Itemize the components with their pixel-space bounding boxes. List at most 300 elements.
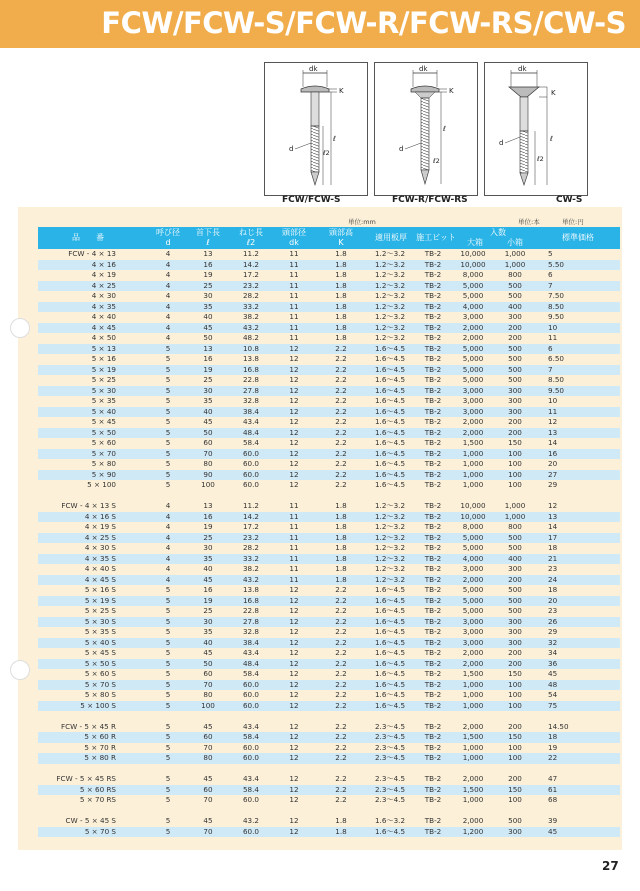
cell-small: 150: [508, 438, 522, 447]
cell-large: 1,000: [462, 679, 484, 689]
cell-bit: TB-2: [424, 333, 442, 342]
header-plate-thickness: 適用板厚: [375, 233, 407, 242]
cell-l2: 60.0: [242, 459, 259, 468]
cell-k: 1.8: [335, 280, 347, 290]
cell-small: 300: [508, 637, 522, 647]
cell-name: 5 × 80: [91, 459, 116, 468]
cell-bit: TB-2: [424, 816, 442, 825]
cell-dk: 12: [289, 700, 299, 710]
cell-d: 5: [165, 343, 171, 353]
cell-dk: 11: [289, 259, 299, 269]
cell-l2: 14.2: [242, 511, 259, 521]
cell-d: 5: [165, 637, 171, 647]
cell-name: 4 × 25: [91, 280, 116, 290]
cell-bit: TB-2: [424, 406, 442, 416]
cell-l2: 27.8: [242, 385, 259, 395]
cell-large: 5,000: [462, 354, 484, 363]
cell-d: 5: [165, 690, 171, 699]
cell-dk: 11: [289, 553, 299, 563]
cell-l: 60: [203, 438, 213, 447]
cell-l: 60: [203, 784, 213, 794]
cell-l2: 22.8: [242, 375, 259, 384]
cell-large: 2,000: [462, 333, 484, 342]
cell-plate: 1.2～3.2: [374, 553, 406, 563]
cell-small: 300: [508, 616, 522, 626]
cell-small: 500: [508, 364, 522, 374]
cell-k: 2.2: [335, 795, 347, 804]
cell-bit: TB-2: [424, 417, 442, 426]
cell-large: 2,000: [462, 721, 484, 731]
cell-small: 150: [508, 784, 522, 794]
cell-dk: 11: [289, 280, 299, 290]
cell-name: 5 × 60 R: [84, 732, 116, 741]
cell-l2: 48.2: [242, 333, 259, 342]
cell-price: 8.50: [548, 301, 565, 311]
cell-k: 2.2: [335, 784, 347, 794]
cell-d: 5: [165, 448, 171, 458]
cell-large: 3,000: [462, 312, 484, 321]
cell-k: 1.8: [335, 312, 347, 321]
cell-k: 2.2: [335, 679, 347, 689]
cell-k: 2.2: [335, 721, 347, 731]
cell-l: 45: [203, 774, 213, 783]
cell-price: 39: [548, 816, 558, 825]
cell-dk: 11: [289, 501, 299, 510]
cell-name: 5 × 60 RS: [79, 784, 116, 794]
cell-bit: TB-2: [424, 459, 442, 468]
cell-k: 1.8: [335, 564, 347, 573]
table-row: [38, 774, 620, 785]
cell-k: 2.2: [335, 364, 347, 374]
cell-bit: TB-2: [424, 553, 442, 563]
cell-plate: 1.2～3.2: [374, 543, 406, 552]
cell-large: 10,000: [460, 511, 486, 521]
cell-price: 8.50: [548, 375, 565, 384]
cell-plate: 2.3～4.5: [374, 774, 406, 783]
cell-l2: 60.0: [242, 448, 259, 458]
cell-bit: TB-2: [424, 700, 442, 710]
cell-large: 2,000: [462, 774, 484, 783]
cell-k: 1.8: [335, 333, 347, 342]
cell-k: 2.2: [335, 480, 347, 489]
cell-large: 4,000: [462, 553, 484, 563]
cell-price: 18: [548, 543, 558, 552]
cell-k: 2.2: [335, 459, 347, 468]
table-row: [38, 354, 620, 365]
cell-l: 35: [203, 627, 213, 636]
cell-d: 5: [165, 816, 171, 825]
cell-price: 34: [548, 648, 558, 657]
cell-small: 800: [508, 270, 522, 279]
cell-l: 45: [203, 417, 213, 426]
cell-plate: 1.2～3.2: [374, 522, 406, 531]
cell-l2: 33.2: [242, 553, 259, 563]
cell-l: 100: [201, 700, 215, 710]
cell-price: 11: [548, 333, 558, 342]
cell-l2: 27.8: [242, 616, 259, 626]
cell-d: 4: [165, 259, 171, 269]
cell-small: 100: [508, 459, 522, 468]
cell-k: 2.2: [335, 648, 347, 657]
cell-price: 7: [548, 280, 553, 290]
table-row: [38, 554, 620, 565]
table-row: [38, 543, 620, 554]
cell-name: 5 × 70 RS: [79, 795, 116, 804]
cell-plate: 1.6～4.5: [374, 616, 406, 626]
cell-large: 3,000: [462, 637, 484, 647]
cell-small: 400: [508, 553, 522, 563]
cell-k: 2.2: [335, 669, 347, 678]
header-quantity-small: 小箱: [507, 238, 523, 247]
table-row: [38, 249, 620, 260]
cell-price: 48: [548, 679, 558, 689]
cell-dk: 12: [289, 469, 299, 479]
figure-caption-fcw-r: FCW-R/FCW-RS: [392, 195, 468, 205]
table-row: [38, 690, 620, 701]
cell-l2: 28.2: [242, 543, 259, 552]
cell-dk: 12: [289, 406, 299, 416]
cell-plate: 1.2～3.2: [374, 322, 406, 332]
cell-d: 5: [165, 826, 171, 836]
cell-dk: 11: [289, 249, 299, 258]
cell-dk: 12: [289, 774, 299, 783]
cell-price: 23: [548, 564, 558, 573]
cell-small: 150: [508, 669, 522, 678]
cell-name: 4 × 25 S: [84, 532, 116, 542]
cell-plate: 1.2～3.2: [374, 333, 406, 342]
table-row: [38, 575, 620, 586]
cell-name: 4 × 16: [91, 259, 116, 269]
cell-bit: TB-2: [424, 385, 442, 395]
cell-small: 100: [508, 679, 522, 689]
spec-table-body: [38, 249, 620, 837]
cell-price: 45: [548, 826, 558, 836]
cell-small: 200: [508, 427, 522, 437]
cell-small: 500: [508, 291, 522, 300]
cell-l: 60: [203, 669, 213, 678]
cell-d: 4: [165, 270, 171, 279]
cell-l: 50: [203, 658, 213, 668]
cell-price: 54: [548, 690, 558, 699]
cell-l2: 32.8: [242, 396, 259, 405]
cell-name: 5 × 40 S: [84, 637, 116, 647]
cell-l2: 60.0: [242, 469, 259, 479]
cell-l2: 58.4: [242, 669, 259, 678]
cell-dk: 12: [289, 343, 299, 353]
cell-large: 3,000: [462, 627, 484, 636]
cell-l2: 14.2: [242, 259, 259, 269]
cell-bit: TB-2: [424, 690, 442, 699]
cell-price: 20: [548, 595, 558, 605]
cell-price: 22: [548, 753, 558, 762]
cell-l2: 17.2: [242, 270, 259, 279]
cell-l: 40: [203, 312, 213, 321]
header-quantity: 入数: [490, 228, 506, 237]
cell-small: 100: [508, 469, 522, 479]
cell-name: 5 × 80 R: [84, 753, 116, 762]
cell-bit: TB-2: [424, 301, 442, 311]
cell-l: 45: [203, 816, 213, 825]
cell-plate: 2.3～4.5: [374, 753, 406, 762]
cell-large: 1,500: [462, 784, 484, 794]
cell-plate: 1.6～4.5: [374, 385, 406, 395]
cell-price: 12: [548, 501, 558, 510]
cell-price: 7.50: [548, 291, 565, 300]
cell-bit: TB-2: [424, 259, 442, 269]
cell-bit: TB-2: [424, 280, 442, 290]
cell-k: 1.8: [335, 532, 347, 542]
cell-d: 5: [165, 354, 171, 363]
unit-mm: 単位:mm: [348, 218, 376, 226]
cell-l: 16: [203, 511, 213, 521]
cell-plate: 1.6～4.5: [374, 606, 406, 615]
cell-bit: TB-2: [424, 501, 442, 510]
cell-large: 5,000: [462, 606, 484, 615]
cell-d: 5: [165, 732, 171, 741]
cell-bit: TB-2: [424, 784, 442, 794]
table-row: [38, 501, 620, 512]
cell-small: 500: [508, 280, 522, 290]
cell-bit: TB-2: [424, 343, 442, 353]
cell-small: 300: [508, 406, 522, 416]
cell-k: 2.2: [335, 595, 347, 605]
cell-k: 2.2: [335, 375, 347, 384]
cell-price: 7: [548, 364, 553, 374]
cell-k: 1.8: [335, 543, 347, 552]
cell-k: 2.2: [335, 732, 347, 741]
cell-price: 11: [548, 406, 558, 416]
cell-dk: 12: [289, 721, 299, 731]
cell-plate: 2.3～4.5: [374, 742, 406, 752]
cell-small: 1,000: [504, 511, 526, 521]
cell-l: 70: [203, 679, 213, 689]
cell-d: 5: [165, 627, 171, 636]
cell-large: 5,000: [462, 375, 484, 384]
cell-k: 2.2: [335, 469, 347, 479]
cell-bit: TB-2: [424, 291, 442, 300]
cell-plate: 1.6～4.5: [374, 690, 406, 699]
cell-d: 5: [165, 700, 171, 710]
cell-k: 1.8: [335, 270, 347, 279]
unit-yen: 単位:円: [562, 218, 584, 226]
cell-k: 2.2: [335, 753, 347, 762]
cell-dk: 12: [289, 459, 299, 468]
cell-plate: 1.6～4.5: [374, 396, 406, 405]
cell-plate: 1.6～4.5: [374, 375, 406, 384]
cell-l: 80: [203, 459, 213, 468]
cell-plate: 1.2～3.2: [374, 532, 406, 542]
cell-d: 4: [165, 501, 171, 510]
cell-dk: 12: [289, 606, 299, 615]
table-row: [38, 438, 620, 449]
cell-plate: 1.2～3.2: [374, 259, 406, 269]
cell-dk: 12: [289, 585, 299, 594]
table-row: [38, 795, 620, 806]
cell-large: 2,000: [462, 574, 484, 584]
cell-name: 5 × 30: [91, 385, 116, 395]
label-l: ℓ: [333, 135, 336, 143]
cell-l2: 16.8: [242, 364, 259, 374]
cell-l: 25: [203, 532, 213, 542]
cell-d: 5: [165, 406, 171, 416]
cell-k: 2.2: [335, 742, 347, 752]
cell-name: 5 × 19 S: [84, 595, 116, 605]
cell-name: 5 × 90: [91, 469, 116, 479]
cell-small: 200: [508, 648, 522, 657]
cell-small: 500: [508, 606, 522, 615]
table-row: [38, 743, 620, 754]
cell-small: 500: [508, 816, 522, 825]
cell-l2: 48.4: [242, 427, 259, 437]
cell-l: 60: [203, 732, 213, 741]
cell-name: 5 × 70 R: [84, 742, 116, 752]
figure-caption-cw-s: CW-S: [556, 195, 583, 205]
table-row: [38, 333, 620, 344]
cell-price: 68: [548, 795, 558, 804]
cell-large: 10,000: [460, 501, 486, 510]
cell-large: 4,000: [462, 301, 484, 311]
table-row: [38, 617, 620, 628]
cell-bit: TB-2: [424, 637, 442, 647]
cell-l2: 17.2: [242, 522, 259, 531]
cell-k: 2.2: [335, 396, 347, 405]
label-l2: ℓ2: [323, 149, 330, 157]
cell-d: 5: [165, 375, 171, 384]
cell-bit: TB-2: [424, 354, 442, 363]
cell-k: 1.8: [335, 249, 347, 258]
cell-large: 5,000: [462, 364, 484, 374]
table-spacer: [38, 711, 620, 722]
cell-large: 8,000: [462, 270, 484, 279]
cell-d: 4: [165, 553, 171, 563]
cell-name: 4 × 40: [91, 312, 116, 321]
cell-plate: 1.6～4.5: [374, 595, 406, 605]
cell-l2: 60.0: [242, 753, 259, 762]
header-bit: 施工ビット: [416, 233, 456, 242]
cell-plate: 1.2～3.2: [374, 564, 406, 573]
cell-large: 1,200: [462, 826, 484, 836]
cell-plate: 2.3～4.5: [374, 795, 406, 804]
cell-name: 5 × 70 S: [84, 826, 116, 836]
label-d: d: [289, 145, 294, 153]
cell-small: 500: [508, 585, 522, 594]
table-row: [38, 753, 620, 764]
cell-l2: 58.4: [242, 732, 259, 741]
cell-d: 5: [165, 721, 171, 731]
cell-bit: TB-2: [424, 322, 442, 332]
table-row: [38, 417, 620, 428]
cell-small: 500: [508, 532, 522, 542]
cell-small: 200: [508, 333, 522, 342]
cell-l: 45: [203, 574, 213, 584]
cell-price: 19: [548, 742, 558, 752]
cell-large: 5,000: [462, 343, 484, 353]
cell-dk: 12: [289, 396, 299, 405]
cell-bit: TB-2: [424, 627, 442, 636]
cell-dk: 12: [289, 637, 299, 647]
cell-l2: 23.2: [242, 532, 259, 542]
cell-dk: 12: [289, 364, 299, 374]
cell-plate: 2.3～4.5: [374, 721, 406, 731]
cell-d: 5: [165, 417, 171, 426]
cell-dk: 12: [289, 816, 299, 825]
cell-bit: TB-2: [424, 753, 442, 762]
cell-small: 400: [508, 301, 522, 311]
cell-k: 2.2: [335, 690, 347, 699]
cell-price: 13: [548, 427, 558, 437]
cell-l2: 43.4: [242, 648, 259, 657]
cell-d: 5: [165, 616, 171, 626]
label-l: ℓ: [550, 135, 553, 143]
cell-plate: 1.6～4.5: [374, 406, 406, 416]
cell-price: 14: [548, 438, 558, 447]
cell-bit: TB-2: [424, 658, 442, 668]
cell-price: 26: [548, 616, 558, 626]
table-row: [38, 659, 620, 670]
cell-d: 5: [165, 742, 171, 752]
cell-small: 1,000: [504, 249, 526, 258]
cell-price: 18: [548, 585, 558, 594]
cell-price: 6: [548, 343, 553, 353]
cell-bit: TB-2: [424, 585, 442, 594]
table-spacer: [38, 764, 620, 775]
cell-l2: 60.0: [242, 679, 259, 689]
cell-price: 6.50: [548, 354, 565, 363]
screw-drawing-cw-s: [485, 63, 587, 195]
label-dk: dk: [419, 65, 428, 73]
cell-l: 35: [203, 553, 213, 563]
cell-price: 10: [548, 396, 558, 405]
cell-d: 4: [165, 522, 171, 531]
label-d: d: [399, 145, 404, 153]
cell-dk: 12: [289, 795, 299, 804]
cell-small: 300: [508, 396, 522, 405]
cell-l: 13: [203, 343, 213, 353]
cell-name: 4 × 35 S: [84, 553, 116, 563]
cell-plate: 1.2～3.2: [374, 574, 406, 584]
cell-l: 16: [203, 585, 213, 594]
cell-large: 3,000: [462, 385, 484, 395]
cell-l2: 43.2: [242, 322, 259, 332]
cell-plate: 1.6～4.5: [374, 585, 406, 594]
cell-dk: 11: [289, 532, 299, 542]
cell-bit: TB-2: [424, 595, 442, 605]
cell-d: 4: [165, 564, 171, 573]
label-k: K: [339, 87, 344, 95]
cell-k: 1.8: [335, 826, 347, 836]
cell-l2: 23.2: [242, 280, 259, 290]
cell-l: 13: [203, 501, 213, 510]
cell-k: 1.8: [335, 322, 347, 332]
cell-price: 18: [548, 732, 558, 741]
title-banner: [0, 0, 640, 48]
cell-price: 32: [548, 637, 558, 647]
cell-plate: 1.6～4.5: [374, 637, 406, 647]
cell-l: 50: [203, 333, 213, 342]
cell-large: 2,000: [462, 816, 484, 825]
cell-plate: 1.6～3.2: [374, 816, 406, 825]
cell-d: 5: [165, 753, 171, 762]
cell-k: 2.2: [335, 438, 347, 447]
figure-caption-fcw: FCW/FCW-S: [282, 195, 341, 205]
cell-l2: 48.4: [242, 658, 259, 668]
cell-dk: 12: [289, 679, 299, 689]
cell-large: 2,000: [462, 648, 484, 657]
cell-plate: 1.6～4.5: [374, 343, 406, 353]
cell-dk: 11: [289, 322, 299, 332]
cell-l2: 43.4: [242, 721, 259, 731]
cell-k: 1.8: [335, 574, 347, 584]
